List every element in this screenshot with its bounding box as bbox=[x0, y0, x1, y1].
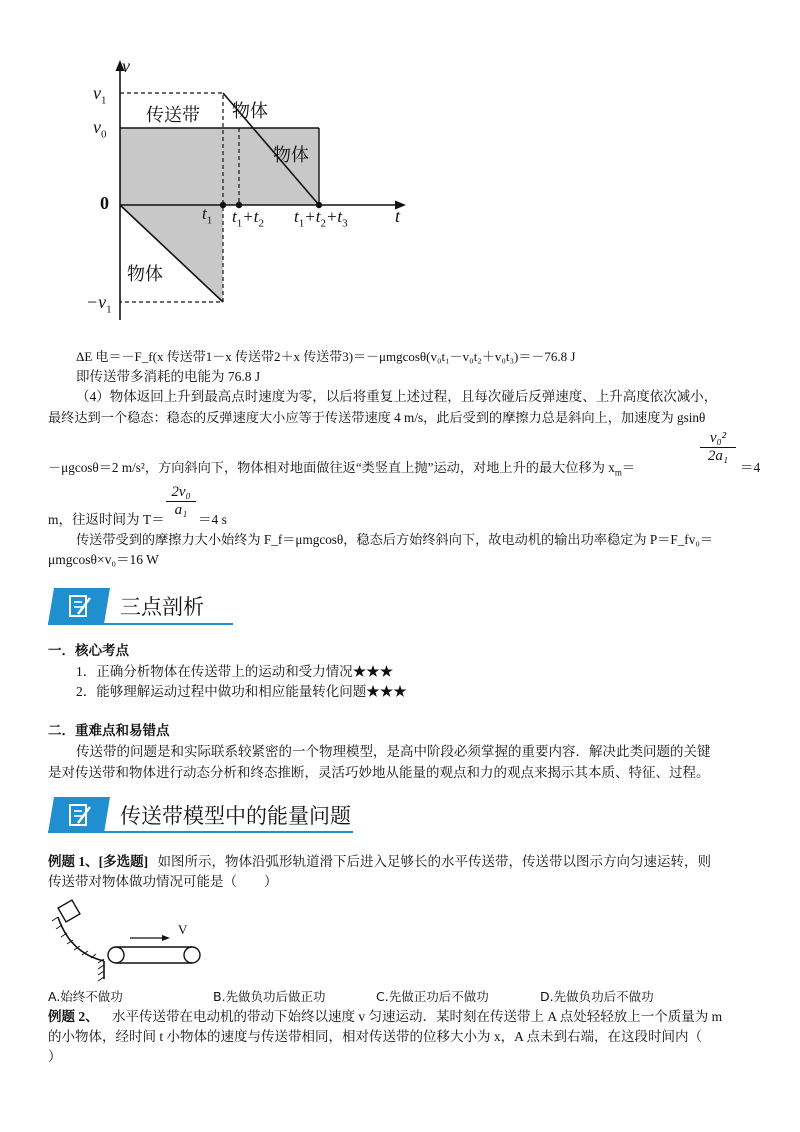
arc-track bbox=[58, 917, 104, 961]
energy-equation: ΔE 电＝－F_f(x 传送带1－x 传送带2＋x 传送带3)＝－μmgcosθ(v₀t₁－v₀t₂＋v₀t₃)＝－76.8 J bbox=[76, 349, 576, 364]
example-1-label: 例题 1、[多选题] bbox=[48, 854, 149, 869]
option-d[interactable]: D.先做负功后不做功 bbox=[540, 989, 654, 1004]
round-trip-value: ＝4 s bbox=[198, 512, 227, 527]
section-header-icon bbox=[48, 797, 110, 833]
example-2-stem-line3: ） bbox=[48, 1049, 62, 1064]
option-c[interactable]: C.先做正功后不做功 bbox=[376, 989, 489, 1004]
friction-power-line2: μmgcosθ×v₀＝16 W bbox=[48, 552, 159, 567]
belt-roller-right bbox=[184, 947, 200, 963]
x-axis-label: t bbox=[395, 206, 401, 226]
figure-velocity-label: V bbox=[178, 922, 188, 937]
section-header-underline bbox=[48, 623, 233, 625]
origin-label: 0 bbox=[100, 193, 109, 213]
example-1-stem-line2: 传送带对物体做功情况可能是（ ） bbox=[48, 874, 278, 889]
section-header-icon bbox=[48, 588, 110, 624]
option-a[interactable]: A.始终不做功 bbox=[48, 989, 123, 1004]
round-trip-time: m，往返时间为 T＝ bbox=[48, 512, 165, 527]
fraction-max-displacement bbox=[700, 430, 736, 465]
fraction-denominator: a₁ bbox=[166, 501, 196, 519]
neg-v1-label: $-v_1$ bbox=[86, 292, 112, 316]
fraction-denominator: 2a₁ bbox=[700, 447, 736, 465]
section-header-underline bbox=[48, 831, 353, 833]
label-belt: 传送带 bbox=[146, 105, 200, 126]
t1-plus-t2-plus-t3-label: $t_1+t_2+t_3$ bbox=[294, 207, 348, 230]
paragraph-4-line3: －μgcosθ＝2 m/s²，方向斜向下，物体相对地面做往返“类竖直上抛”运动，对地上升的最大位移为 $x_m=$ bbox=[48, 460, 636, 478]
label-object-mid: 物体 bbox=[273, 145, 309, 166]
difficulties-heading: 二．重难点和易错点 bbox=[48, 723, 170, 738]
t1-plus-t2-label: $t_1+t_2$ bbox=[232, 207, 264, 230]
block bbox=[58, 900, 80, 922]
difficulties-para-line1: 传送带的问题是和实际联系较紧密的一个物理模型，是高中阶段必须掌握的重要内容．解决此类问题的关键 bbox=[76, 744, 711, 759]
conveyor-figure bbox=[48, 895, 228, 985]
fraction-round-trip bbox=[166, 484, 196, 519]
v0-label: $v_0$ bbox=[93, 117, 107, 141]
fraction-numerator: v₀² bbox=[709, 430, 727, 446]
paragraph-4-line2: 最终达到一个稳态：稳态的反弹速度大小应等于传送带速度 4 m/s，此后受到的摩擦力总是斜向上，加速度为 gsinθ bbox=[48, 410, 706, 425]
example-2-label: 例题 2、 bbox=[48, 1009, 99, 1024]
core-points-heading: 一．核心考点 bbox=[48, 643, 129, 658]
example-1-stem: 例题 1、[多选题] 如图所示，物体沿弧形轨道滑下后进入足够长的水平传送带，传送带以图示方向匀速运转，则 bbox=[48, 854, 711, 869]
difficulties-para-line2: 是对传送带和物体进行动态分析和终态推断，灵活巧妙地从能量的观点和力的观点来揭示其本质、特征、过程。 bbox=[48, 765, 710, 780]
max-displacement-value: ＝4 bbox=[740, 460, 761, 475]
belt-roller-left bbox=[108, 947, 124, 963]
option-b[interactable]: B.先做负功后做正功 bbox=[213, 989, 326, 1004]
v1-label: $v_1$ bbox=[93, 83, 107, 107]
section-title-analysis: 三点剖析 bbox=[120, 595, 204, 619]
energy-result: 即传送带多消耗的电能为 76.8 J bbox=[76, 369, 261, 384]
core-point-2: 2．能够理解运动过程中做功和相应能量转化问题★★★ bbox=[76, 684, 407, 699]
y-axis-label: v bbox=[122, 56, 130, 76]
friction-power-line1: 传送带受到的摩擦力大小始终为 F_f＝μmgcosθ，稳态后方始终斜向下，故电动机的输出功率稳定为 P＝F_fv₀＝ bbox=[76, 532, 714, 547]
fraction-numerator: 2v₀ bbox=[171, 484, 191, 500]
label-object-top: 物体 bbox=[232, 101, 268, 122]
paragraph-4-line1: （4）物体返回上升到最高点时速度为零，以后将重复上述过程，且每次碰后反弹速度、上升高度依次减小， bbox=[76, 389, 718, 404]
t1-label: $t_1$ bbox=[202, 204, 213, 227]
example-2-stem: 例题 2、 水平传送带在电动机的带动下始终以速度 v 匀速运动．某时刻在传送带上 A 点处轻轻放上一个质量为 m bbox=[48, 1009, 723, 1024]
core-point-1: 1．正确分析物体在传送带上的运动和受力情况★★★ bbox=[76, 664, 394, 679]
point-t1 bbox=[220, 202, 226, 208]
example-2-stem-line2: 的小物体，经时间 t 小物体的速度与传送带相同，相对传送带的位移大小为 x，A 点未到右端，在这段时间内（ bbox=[48, 1029, 703, 1044]
label-object-bottom: 物体 bbox=[127, 264, 163, 285]
section-title-energy: 传送带模型中的能量问题 bbox=[120, 804, 351, 828]
